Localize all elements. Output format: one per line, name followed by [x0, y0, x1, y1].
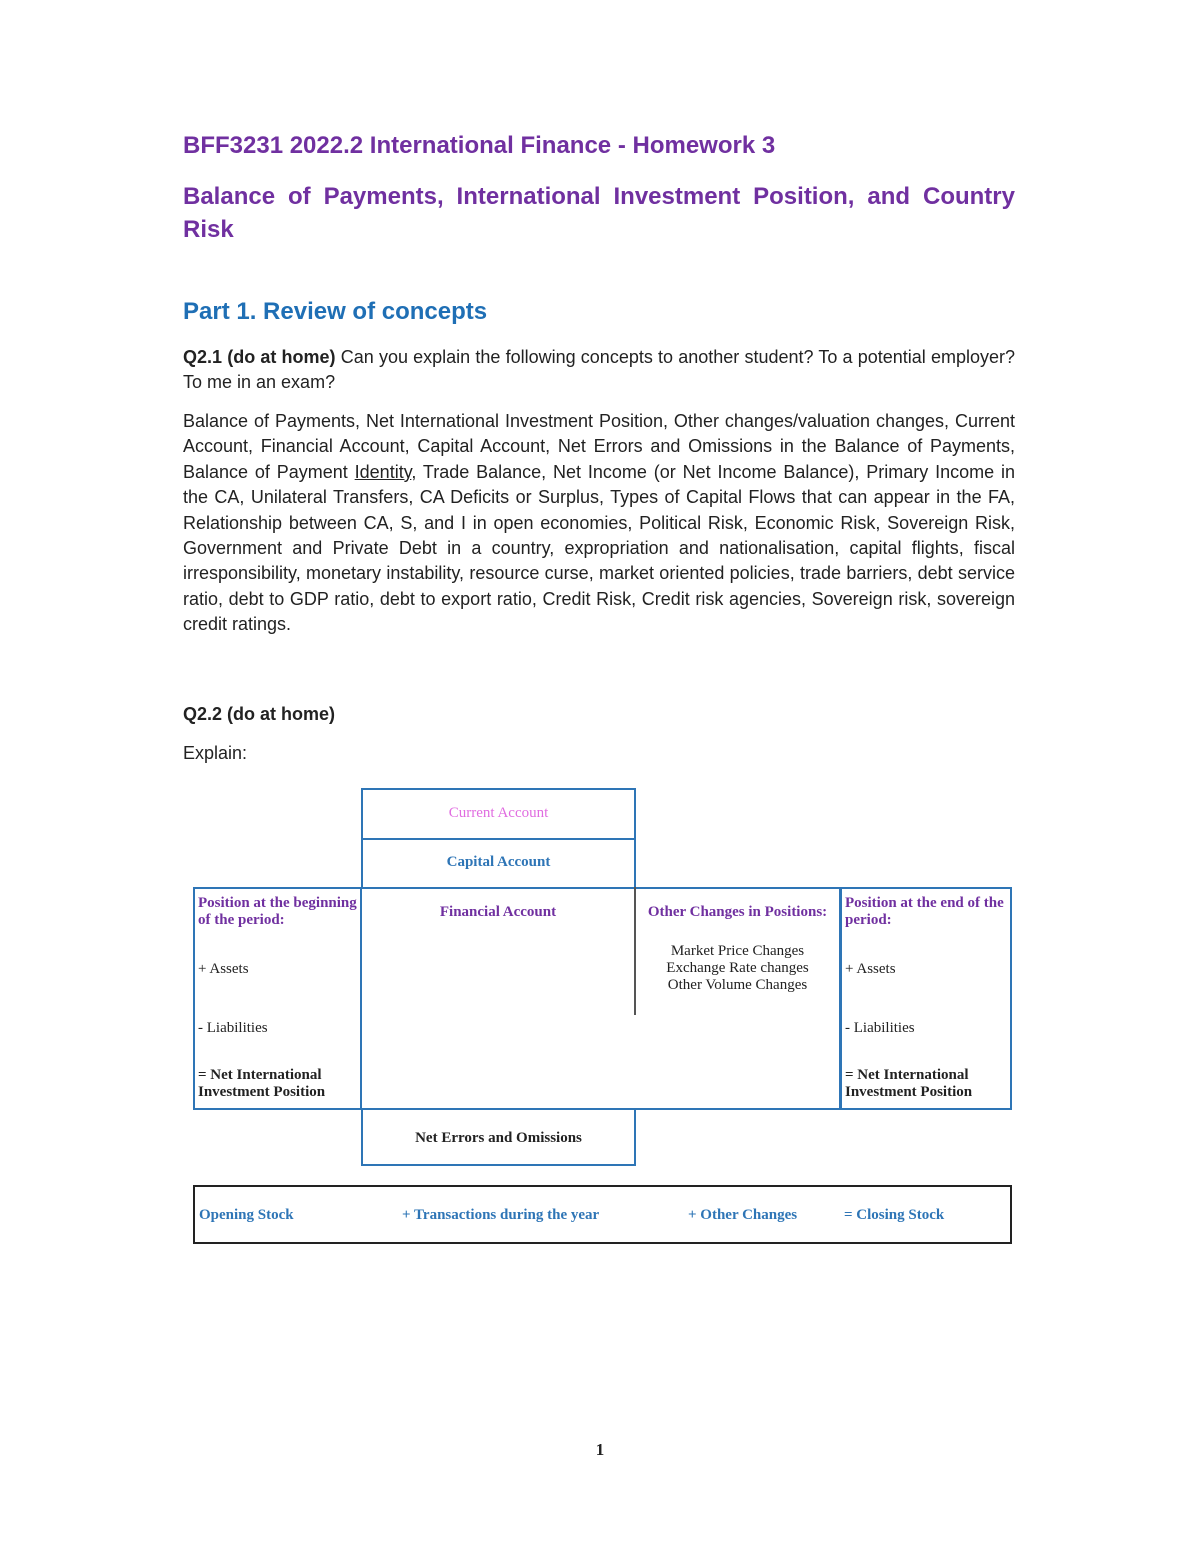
other-changes-heading: Other Changes in Positions: — [647, 904, 828, 920]
net-errors-label: Net Errors and Omissions — [415, 1130, 582, 1146]
equation-opening: Opening Stock — [199, 1207, 294, 1223]
net-errors-box — [361, 1108, 636, 1166]
current-account-label: Current Account — [448, 805, 549, 821]
equation-box — [193, 1185, 1012, 1244]
financial-account-label: Financial Account — [439, 904, 557, 920]
end-liabilities: - Liabilities — [845, 1020, 915, 1036]
q21-paragraph — [183, 345, 1015, 396]
other-change-market: Market Price Changes — [670, 943, 805, 959]
end-niip: = Net International Investment Position — [845, 1067, 973, 1100]
q22-label: Q2.2 (do at home) — [183, 704, 336, 724]
begin-niip: = Net International Investment Position — [198, 1067, 326, 1100]
q21-text: Can you explain the following concepts to another student? To a potential employer? To me in an exam? — [183, 347, 1016, 393]
equation-transactions: + Transactions during the year — [402, 1207, 600, 1223]
capital-account-box — [361, 838, 636, 889]
begin-heading: Position at the beginning of the period: — [198, 895, 357, 928]
part1-heading: Part 1. Review of concepts — [183, 298, 488, 325]
explain-label: Explain: — [183, 743, 248, 763]
other-change-volume: Other Volume Changes — [667, 977, 808, 993]
end-heading: Position at the end of the period: — [845, 895, 1004, 928]
concepts-underlined-word: Identity — [354, 461, 412, 482]
concepts-text-before: Balance of Payments, Net International Investment Position, Other changes/valuation changes, Current Account, Financial Account, Capital Account, Net Errors and Omissions in the Balance of Payments, Balance of Payment — [183, 411, 1015, 482]
capital-account-label: Capital Account — [446, 854, 551, 870]
equation-closing: = Closing Stock — [844, 1207, 945, 1223]
begin-assets: + Assets — [198, 961, 249, 977]
document-subtitle: Balance of Payments, International Investment Position, and Country Risk — [183, 183, 1015, 243]
concepts-text-after: , Trade Balance, Net Income (or Net Income Balance), Primary Income in the CA, Unilateral Transfers, CA Deficits or Surplus, Types of Capital Flows that can appear in the FA, Relationship between CA, S, and I in open economies, Political Risk, Economic Risk, Sovereign Risk, Government and Private Debt in a country, expropriation and nationalisation, capital flights, fiscal irresponsibility, monetary instability, resource curse, market oriented policies, trade barriers, debt service ratio, debt to GDP ratio, debt to export ratio, Credit Risk, Credit risk agencies, Sovereign risk, sovereign credit ratings. — [183, 461, 1015, 635]
concepts-paragraph — [183, 409, 1015, 638]
other-change-exchange: Exchange Rate changes — [666, 960, 809, 976]
page-number: 1 — [595, 1440, 605, 1459]
begin-liabilities: - Liabilities — [198, 1020, 268, 1036]
current-account-box — [361, 788, 636, 840]
divider-3 — [839, 887, 842, 1110]
end-assets: + Assets — [845, 961, 896, 977]
q21-label: Q2.1 (do at home) — [183, 347, 336, 367]
document-title: BFF3231 2022.2 International Finance - Homework 3 — [183, 132, 776, 159]
equation-other: + Other Changes — [688, 1207, 798, 1223]
